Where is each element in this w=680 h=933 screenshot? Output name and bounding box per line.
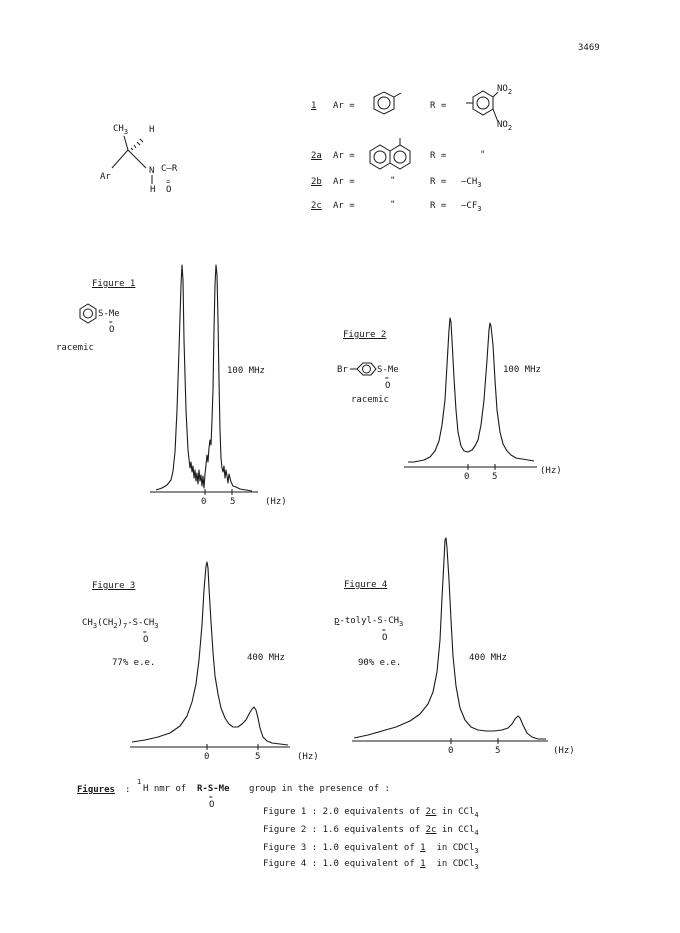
caption-sup: 1 (137, 778, 142, 786)
figure-3-structure: $CH_3(CH_2)_7-S-CH_3$ (82, 618, 159, 630)
figure-2-note: racemic (351, 395, 389, 405)
figure-1-tick-5: 5 (230, 497, 236, 507)
page-number: 3469 (578, 43, 600, 53)
figure-1-note: racemic (56, 343, 94, 353)
row2a-r-label: R = (430, 151, 447, 161)
ch3-label: $CH_3$ (113, 124, 129, 136)
no2-top: $NO_2$ (497, 84, 513, 96)
caption-line-3: Figure 3 : 1.0 equivalent of 1 in CDCl$_3$ (263, 843, 479, 855)
figure-1-title: Figure 1 (92, 279, 136, 289)
no2-bottom: $NO_2$ (497, 120, 513, 132)
caption-group: R-S-Me (197, 784, 230, 794)
figure-2-sme: S-Me (377, 365, 399, 375)
figure-1-dbl: = (109, 319, 113, 326)
caption-colon: : (125, 785, 131, 795)
figure-2-dbl: = (385, 375, 389, 382)
h-label: H (149, 125, 155, 135)
figure-4-o: O (382, 633, 388, 643)
figure-2-unit: (Hz) (540, 466, 562, 476)
caption-text-a: H nmr of (143, 784, 187, 794)
figure-4-note: 90% e.e. (358, 658, 402, 668)
caption-group-eq: = (209, 794, 213, 801)
figure-3-title: Figure 3 (92, 581, 136, 591)
figure-2-tick-5: 5 (492, 472, 498, 482)
figure-2-tick-0: 0 (464, 472, 470, 482)
nh-label: H (150, 185, 156, 195)
figure-3-unit: (Hz) (297, 752, 319, 762)
ar-label: Ar (100, 172, 111, 182)
figure-1-tick-0: 0 (201, 497, 207, 507)
carbonyl-eq: = (166, 178, 171, 186)
figure-3-o: O (143, 635, 149, 645)
row2c-ar-ditto: " (390, 200, 396, 210)
caption-line-4: Figure 4 : 1.0 equivalent of 1 in CDCl$_3$ (263, 859, 479, 871)
figure-4-dbl: = (382, 627, 386, 634)
caption-line-1: Figure 1 : 2.0 equivalents of 2c in CCl$_4$ (263, 807, 479, 819)
row2c-r-label: R = (430, 201, 447, 211)
figure-1-freq: 100 MHz (227, 366, 265, 376)
figure-2-br: Br (337, 365, 348, 375)
figure-4-title: Figure 4 (344, 580, 388, 590)
figure-3-dbl: = (143, 629, 147, 636)
figure-1-sme: S-Me (98, 309, 120, 319)
figure-2-o: O (385, 381, 391, 391)
figure-3-freq: 400 MHz (247, 653, 285, 663)
figure-3-note: 77% e.e. (112, 658, 156, 668)
row2c-ar-label: Ar = (333, 201, 355, 211)
caption-line-2: Figure 2 : 1.6 equivalents of 2c in CCl$_4$ (263, 825, 479, 837)
figure-4-freq: 400 MHz (469, 653, 507, 663)
row1-ar-label: Ar = (333, 101, 355, 111)
compound-2c-id: 2c (311, 201, 322, 211)
figure-4-tick-5: 5 (495, 746, 501, 756)
compound-1-id: 1 (311, 101, 317, 111)
figure-1-unit: (Hz) (265, 497, 287, 507)
row2b-ar-ditto: " (390, 176, 396, 186)
row2b-r-value: $—CH_3$ (461, 177, 482, 189)
row2a-ar-label: Ar = (333, 151, 355, 161)
caption-text-b: group in the presence of : (249, 784, 390, 794)
figure-3-tick-0: 0 (204, 752, 210, 762)
figure-4-tick-0: 0 (448, 746, 454, 756)
row2a-r-ditto: " (480, 150, 486, 160)
carbonyl-o: O (166, 185, 172, 195)
row1-r-label: R = (430, 101, 447, 111)
row2c-r-value: $—CF_3$ (461, 201, 482, 213)
caption-label: Figures (77, 785, 115, 795)
n-label: N (149, 166, 155, 176)
caption-group-o: O (209, 800, 215, 810)
figure-2-title: Figure 2 (343, 330, 387, 340)
figure-1-o: O (109, 325, 115, 335)
figure-3-tick-5: 5 (255, 752, 261, 762)
figure-4-spectrum (354, 538, 546, 739)
compound-2b-id: 2b (311, 177, 322, 187)
figure-4-unit: (Hz) (553, 746, 575, 756)
row2b-ar-label: Ar = (333, 177, 355, 187)
figure-4-structure: $p-tolyl-S-CH_3$ (334, 616, 404, 628)
c-r-label: C—R (161, 164, 178, 174)
figure-2-freq: 100 MHz (503, 365, 541, 375)
compound-2a-id: 2a (311, 151, 322, 161)
row2b-r-label: R = (430, 177, 447, 187)
